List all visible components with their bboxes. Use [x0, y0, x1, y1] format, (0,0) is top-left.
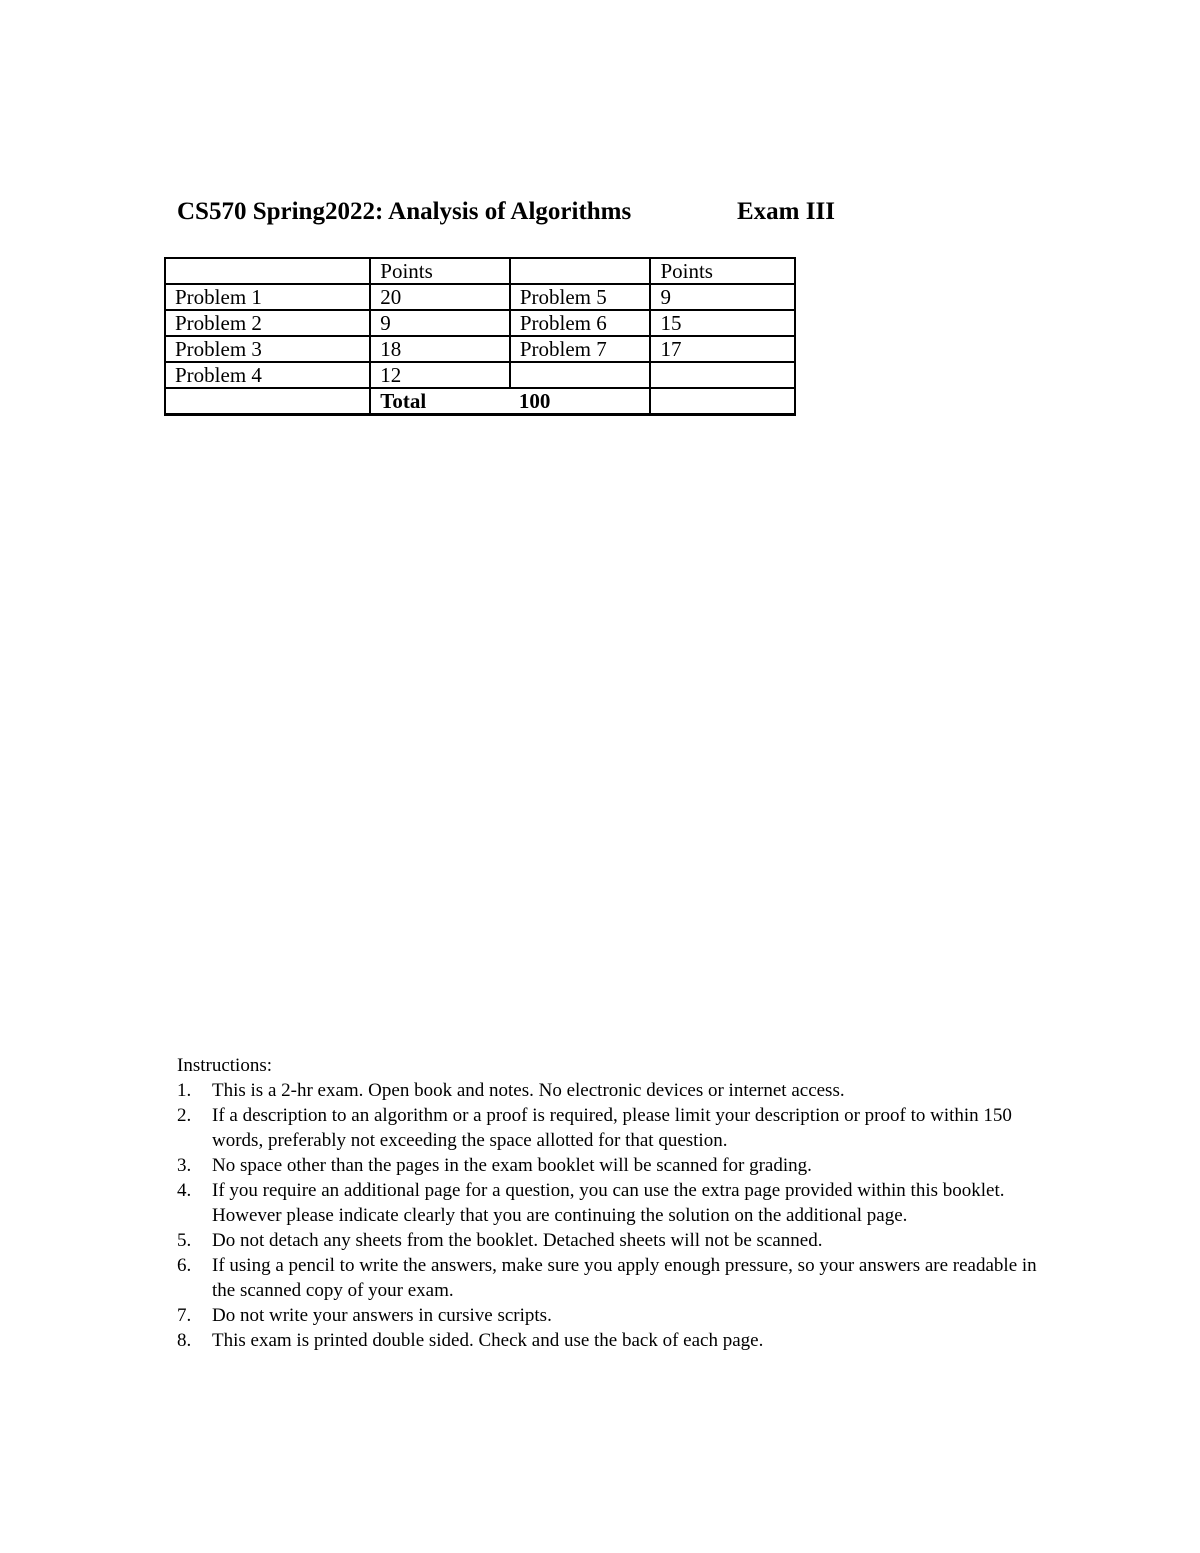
- total-label: Total: [370, 388, 510, 415]
- problem-points: 12: [370, 362, 510, 388]
- item-number: 8.: [177, 1330, 192, 1351]
- list-item: [177, 1253, 1037, 1303]
- problem-label: Problem 6: [510, 310, 651, 336]
- table-row: [165, 336, 795, 362]
- points-header: Points: [650, 258, 795, 284]
- item-text: This is a 2-hr exam. Open book and notes. No electronic devices or internet access.: [212, 1080, 845, 1101]
- problem-label: Problem 5: [510, 284, 651, 310]
- item-text: Do not detach any sheets from the booklet. Detached sheets will not be scanned.: [212, 1230, 823, 1251]
- page-title: [177, 196, 835, 228]
- item-number: 2.: [177, 1105, 192, 1126]
- table-row: [165, 362, 795, 388]
- total-row: [165, 388, 795, 415]
- problem-label: Problem 4: [165, 362, 370, 388]
- problem-points: 18: [370, 336, 510, 362]
- table-row: [165, 310, 795, 336]
- list-item: [177, 1078, 1037, 1103]
- item-number: 5.: [177, 1230, 192, 1251]
- instructions-list: [177, 1078, 1037, 1353]
- course-title: CS570 Spring2022: Analysis of Algorithms: [177, 198, 632, 225]
- item-number: 7.: [177, 1305, 192, 1326]
- problem-label: Problem 3: [165, 336, 370, 362]
- list-item: [177, 1328, 1037, 1353]
- item-text: If you require an additional page for a question, you can use the extra page provided within this booklet. However please indicate clearly that you are continuing the solution on the additional page.: [212, 1180, 1005, 1226]
- problem-label: Problem 1: [165, 284, 370, 310]
- list-item: [177, 1103, 1037, 1153]
- problem-label: Problem 2: [165, 310, 370, 336]
- table-cell: [165, 388, 370, 415]
- problem-points: [650, 362, 795, 388]
- table-row: [165, 284, 795, 310]
- table-cell: [165, 258, 370, 284]
- exam-label: Exam III: [737, 198, 835, 225]
- table-header-row: [165, 258, 795, 284]
- list-item: [177, 1153, 1037, 1178]
- problem-points: 20: [370, 284, 510, 310]
- problem-points: 17: [650, 336, 795, 362]
- item-number: 3.: [177, 1155, 192, 1176]
- item-text: If using a pencil to write the answers, make sure you apply enough pressure, so your answers are readable in the scanned copy of your exam.: [212, 1255, 1037, 1301]
- item-text: No space other than the pages in the exam booklet will be scanned for grading.: [212, 1155, 812, 1176]
- problem-points: 15: [650, 310, 795, 336]
- list-item: [177, 1178, 1037, 1228]
- item-text: If a description to an algorithm or a proof is required, please limit your description or proof to within 150 words, preferably not exceeding the space allotted for that question.: [212, 1105, 1012, 1151]
- problem-label: [510, 362, 651, 388]
- total-value: 100: [510, 388, 651, 415]
- item-number: 1.: [177, 1080, 192, 1101]
- problem-label: Problem 7: [510, 336, 651, 362]
- problem-points: 9: [370, 310, 510, 336]
- instructions-heading: Instructions:: [177, 1055, 272, 1076]
- table-cell: [510, 258, 651, 284]
- instructions-section: [177, 1053, 1037, 1353]
- item-text: Do not write your answers in cursive scripts.: [212, 1305, 552, 1326]
- list-item: [177, 1303, 1037, 1328]
- problem-points: 9: [650, 284, 795, 310]
- score-table: [164, 257, 796, 416]
- points-header: Points: [370, 258, 510, 284]
- list-item: [177, 1228, 1037, 1253]
- item-number: 6.: [177, 1255, 192, 1276]
- table-cell: [650, 388, 795, 415]
- item-number: 4.: [177, 1180, 192, 1201]
- item-text: This exam is printed double sided. Check and use the back of each page.: [212, 1330, 764, 1351]
